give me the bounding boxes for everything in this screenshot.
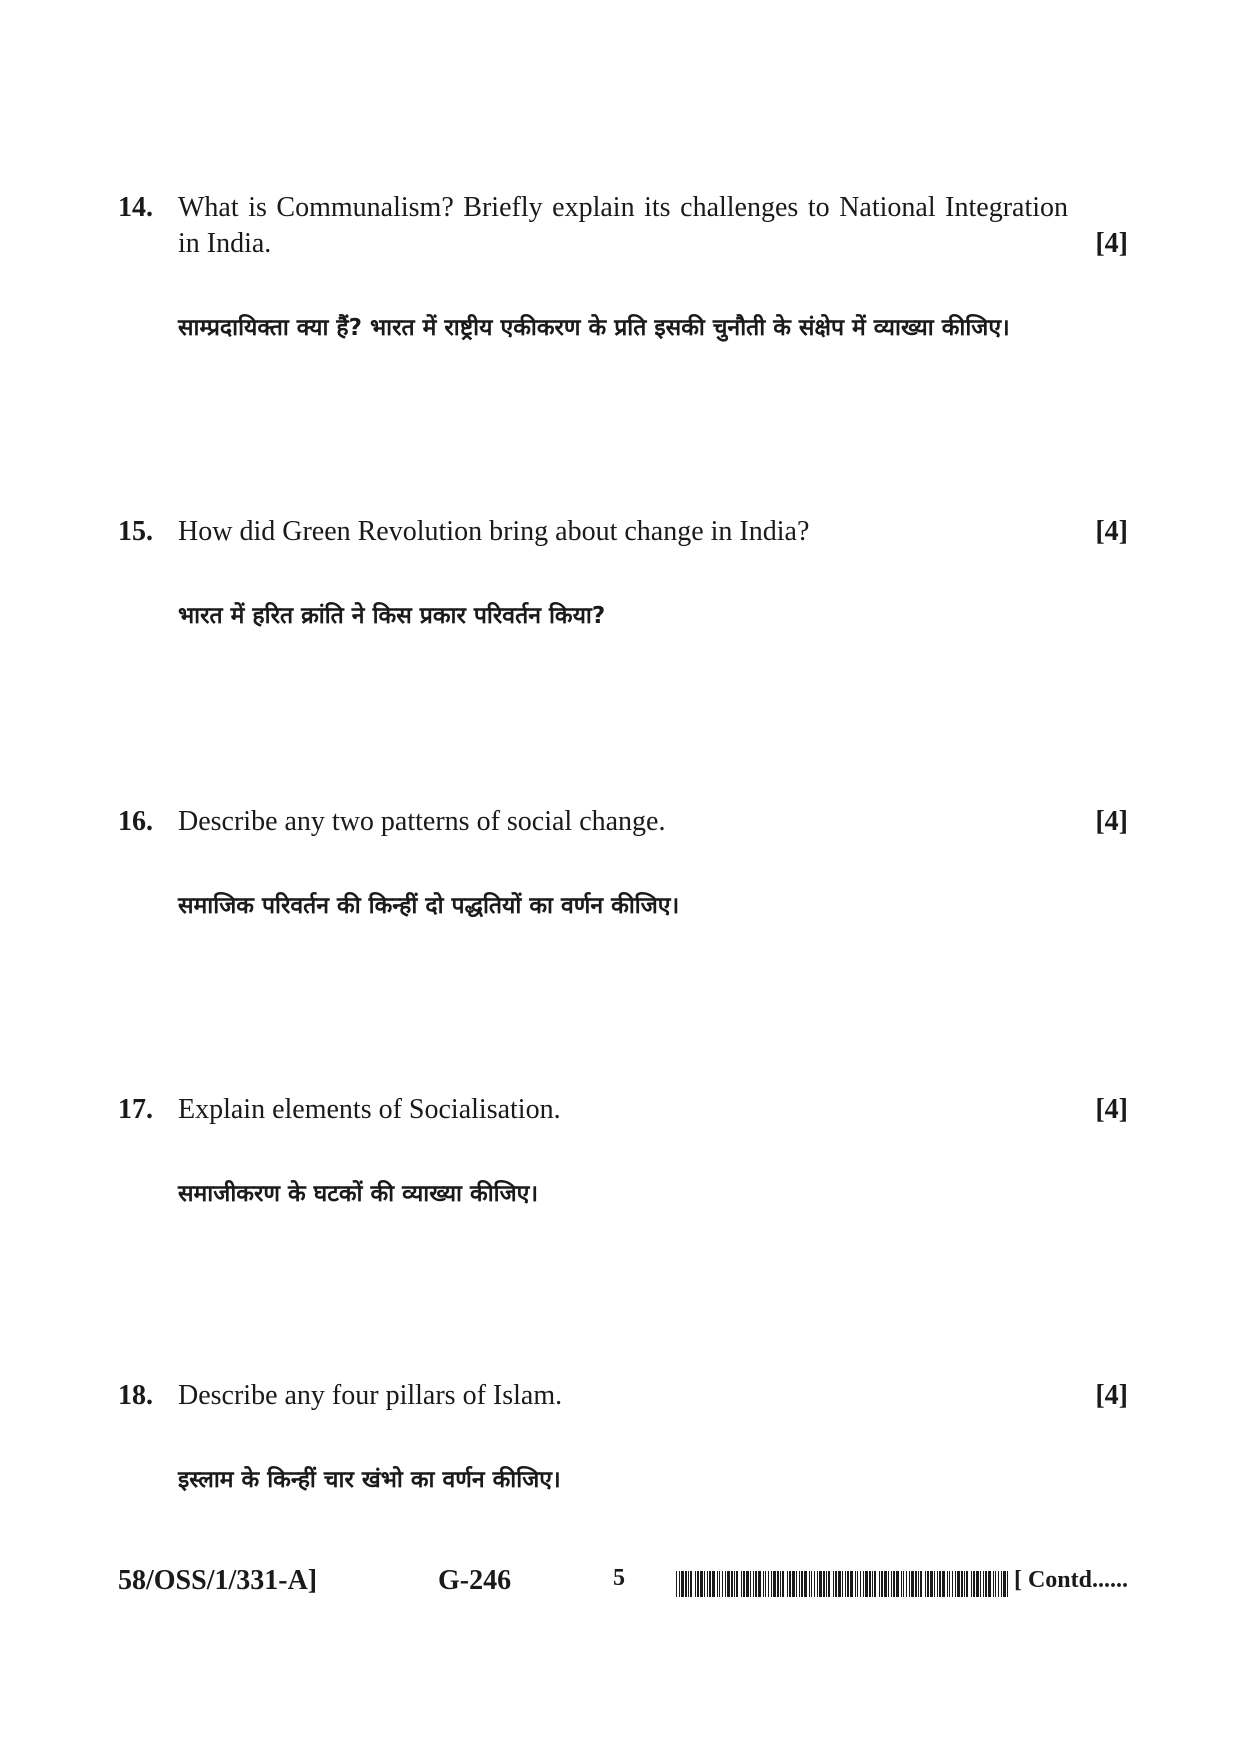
question-marks: [4] [1095, 1380, 1128, 1411]
question-text: What is Communalism? Briefly explain its challenges to National Integration in India. [178, 192, 1068, 259]
question-hindi-text: समाजिक परिवर्तन की किन्हीं दो पद्धतियों का वर्णन कीजिए। [178, 893, 680, 919]
question-marks: [4] [1095, 228, 1128, 259]
barcode-image [676, 1571, 1008, 1597]
question-marks: [4] [1095, 1094, 1128, 1125]
paper-code: 58/OSS/1/331-A] [118, 1565, 318, 1596]
question-hindi-text: समाजीकरण के घटकों की व्याख्या कीजिए। [178, 1181, 539, 1207]
page-footer [118, 1565, 1128, 1605]
continued-label: [ Contd...... [1013, 1567, 1128, 1593]
question-15 [118, 514, 1128, 632]
question-text: How did Green Revolution bring about change in India? [178, 516, 810, 547]
question-marks: [4] [1095, 806, 1128, 837]
question-16 [118, 804, 1128, 922]
question-number: 18. [118, 1380, 153, 1411]
set-code: G-246 [438, 1565, 512, 1596]
question-hindi-text: भारत में हरित क्रांति ने किस प्रकार परिवर्तन किया? [178, 603, 606, 629]
question-text: Describe any four pillars of Islam. [178, 1380, 563, 1411]
question-hindi-text: साम्प्रदायिक्ता क्या हैं? भारत में राष्ट्रीय एकीकरण के प्रति इसकी चुनौती के संक्षेप में व्याख्या कीजिए। [178, 315, 1010, 341]
question-14 [118, 190, 1128, 344]
question-number: 17. [118, 1094, 153, 1125]
page-number: 5 [613, 1565, 625, 1591]
question-hindi-text: इस्लाम के किन्हीं चार खंभो का वर्णन कीजिए। [178, 1467, 561, 1493]
question-number: 16. [118, 806, 153, 837]
question-number: 15. [118, 516, 153, 547]
question-17 [118, 1092, 1128, 1210]
question-text: Explain elements of Socialisation. [178, 1094, 561, 1125]
question-text: Describe any two patterns of social change. [178, 806, 666, 837]
question-18 [118, 1378, 1128, 1496]
question-number: 14. [118, 192, 153, 223]
question-marks: [4] [1095, 516, 1128, 547]
